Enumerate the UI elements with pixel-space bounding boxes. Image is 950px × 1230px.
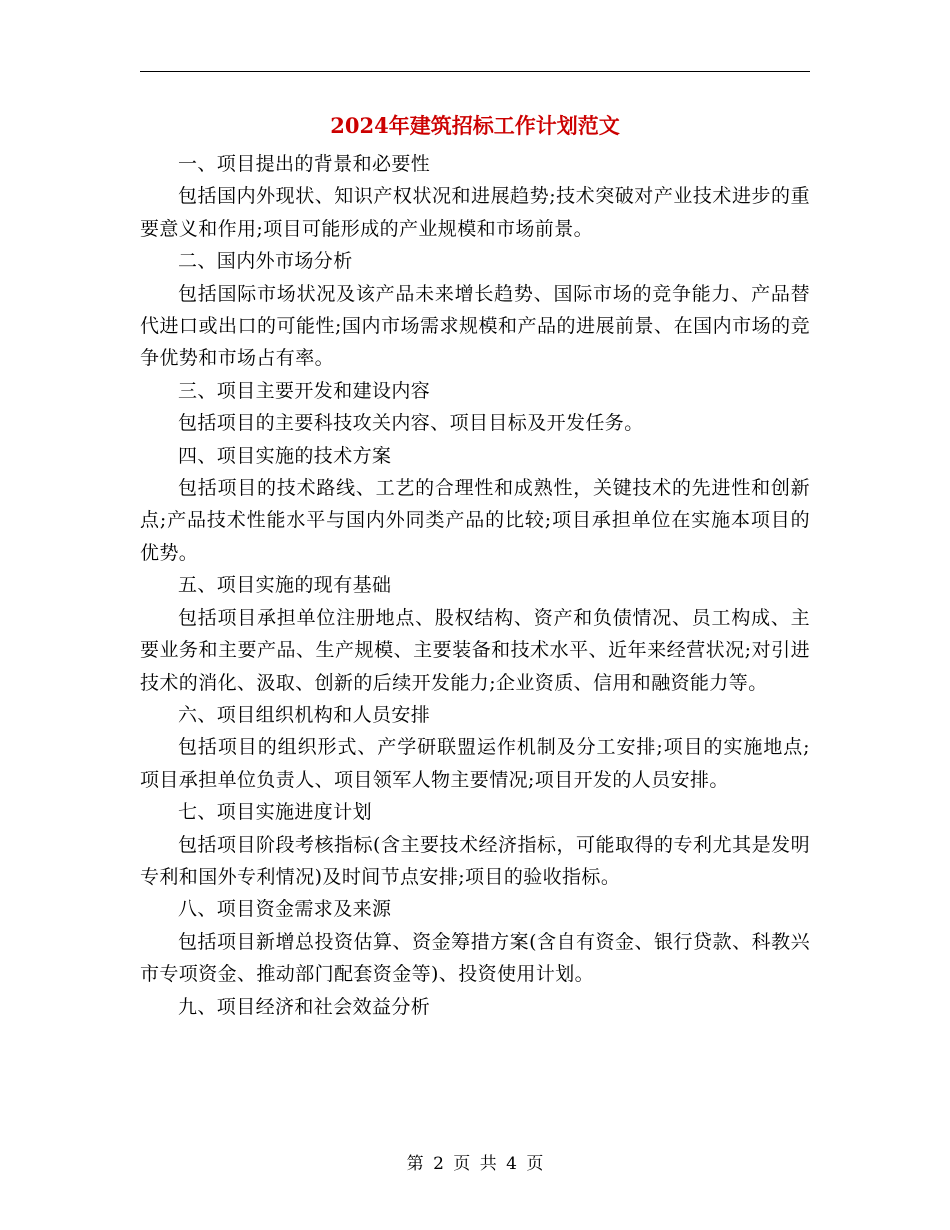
section-heading: 七、项目实施进度计划 [178,801,373,824]
section-paragraph [140,407,810,439]
section-heading: 四、项目实施的技术方案 [178,444,392,467]
paragraph-text: 在国内市场的竞争优势和市场占有率。 [140,315,810,370]
paragraph-text: 包括项目的组织形式、产学研联盟运作机制及分工安排;项目的实 [178,736,744,759]
header-rule [140,71,810,72]
paragraph-text: 包括项目的主要科技攻关内容、项目目标及开发任务。 [178,412,644,435]
paragraph-text: 质、信用和融资能力等。 [554,671,768,694]
section-paragraph [140,278,810,375]
paragraph-text: 包括项目的技术路线、工艺的合理性和成熟性，关键技术的先进 [178,477,732,500]
section-paragraph [140,472,810,569]
section-paragraph [140,180,810,245]
paragraph-text: 科教兴市专项资金、推动部门配套资金等)、投资使用计划。 [140,930,811,986]
paragraph-text: 来经营状况;对引进技术的消化、汲取、创新的后续开发能力;企业资 [140,639,810,694]
paragraph-text: 施地点;项目承担单位负责人、项目领军人物主要情况;项目开发的人 [140,736,810,791]
section-paragraph [140,926,810,991]
document-title: 2024年建筑招标工作计划范文 [330,113,620,138]
section-heading: 二、国内外市场分析 [178,250,353,273]
paragraph-text: 产品替代进口或出口的可能性;国内市场需求规模和产品的进展前景、 [140,282,811,338]
page-footer: 第 2 页 共 4 页 [406,1154,544,1174]
paragraph-text: 其是发明专利和国外专利情况)及时间节点安排;项目的验收指标。 [140,833,810,888]
paragraph-text: 性和创新点;产品技术性能水平与国内外同类产品的比较;项目承担单 [140,477,810,532]
section-heading: 三、项目主要开发和建设内容 [178,379,431,402]
paragraph-text: 进步的重要意义和作用;项目可能形成的产业规模和市场前景。 [140,185,810,240]
section-paragraph [140,829,810,894]
section-paragraph [140,731,810,796]
paragraph-text: 包括国际市场状况及该产品未来增长趋势、国际市场的竞争能力、 [178,282,752,305]
paragraph-text: 包括国内外现状、知识产权状况和进展趋势;技术突破对产业技术 [178,185,732,208]
paragraph-text: 构成、主要业务和主要产品、生产规模、主要装备和技术水平、近年 [140,606,810,662]
section-heading: 八、项目资金需求及来源 [178,898,392,921]
paragraph-text: 位在实施本项目的优势。 [140,509,811,564]
section-heading: 九、项目经济和社会效益分析 [178,995,431,1018]
section-paragraph [140,602,810,699]
paragraph-text: 包括项目承担单位注册地点、股权结构、资产和负债情况、员工 [178,606,732,629]
section-heading: 五、项目实施的现有基础 [178,574,392,597]
document-body [140,148,810,1023]
section-heading: 一、项目提出的背景和必要性 [178,153,431,175]
paragraph-text: 包括项目新增总投资估算、资金筹措方案(含自有资金、银行贷款、 [178,930,752,953]
paragraph-text: 员安排。 [651,768,729,791]
paragraph-text: 包括项目阶段考核指标(含主要技术经济指标，可能取得的专利尤 [178,833,733,856]
section-heading: 六、项目组织机构和人员安排 [178,703,431,726]
